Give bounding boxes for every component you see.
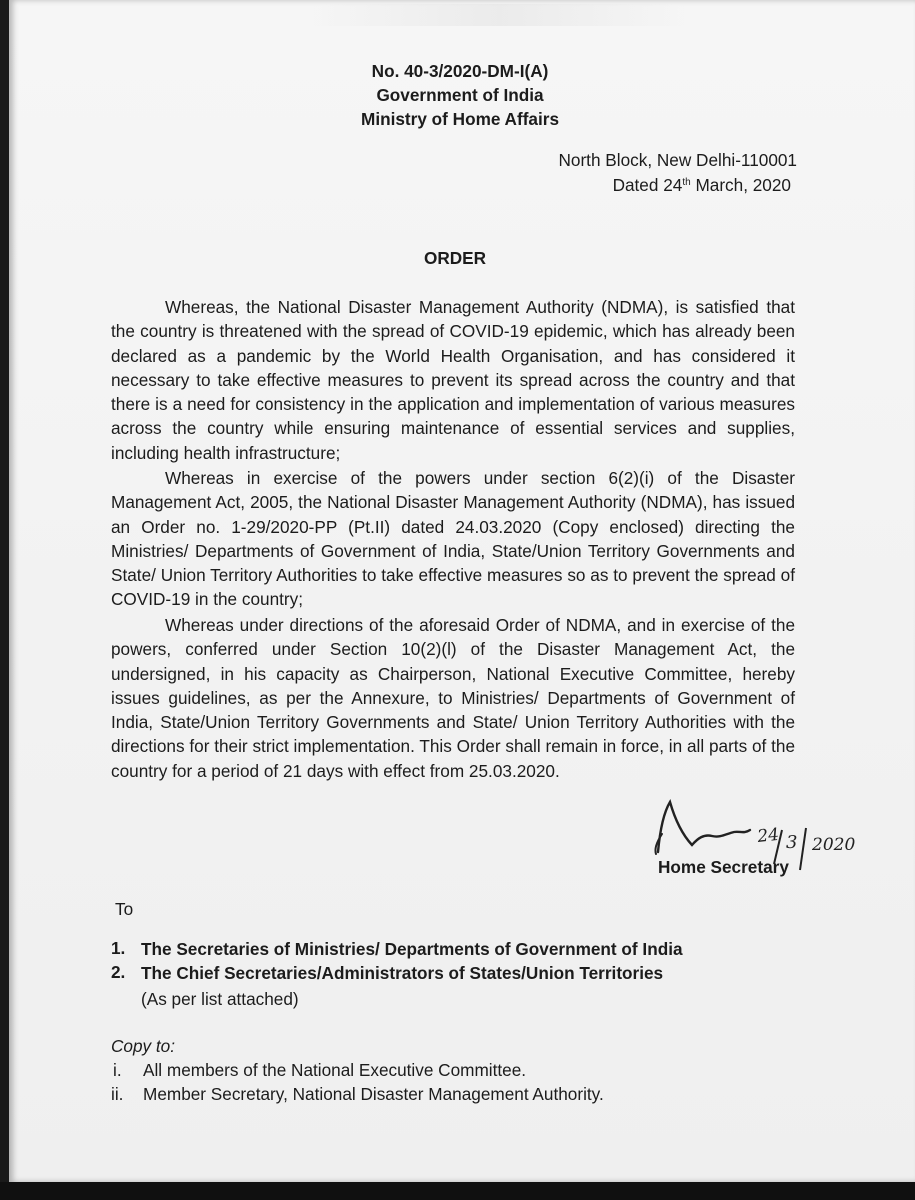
ministry-name: Ministry of Home Affairs: [361, 109, 559, 129]
paragraph-3: Whereas under directions of the aforesaid Order of NDMA, and in exercise of the powers, conferred under Section 10(2)(l) of the Disaster Management Act, the undersigned, in his capacity as Chairperson, National Executive Committee, hereby issues guidelines, as per the Annexure, to Ministries/ Departments of Government of India, State/Union Territory Governments and State/ Union Territory Authorities with the directions for their strict implementation. This Order shall remain in force, in all parts of the country for a period of 21 days with effect from 25.03.2020.: [111, 615, 795, 781]
recipient-number: 1.: [111, 938, 126, 958]
recipient-item: The Chief Secretaries/Administrators of States/Union Territories: [141, 963, 664, 983]
copy-to-item: All members of the National Executive Committee.: [143, 1060, 527, 1080]
government-name: Government of India: [376, 85, 544, 105]
copy-to-number: i.: [113, 1060, 122, 1080]
copy-to-label: Copy to:: [111, 1036, 176, 1056]
svg-text:2020: 2020: [812, 835, 856, 855]
svg-text:3: 3: [786, 832, 798, 853]
recipients-note: (As per list attached): [141, 989, 299, 1009]
order-title: ORDER: [423, 248, 487, 268]
paragraph-2: Whereas in exercise of the powers under section 6(2)(i) of the Disaster Management Act, 2005, the National Disaster Management Authority (NDMA), has issued an Order no. 1-29/2020-PP (Pt.II) dated 24.03.2020 (Copy enclosed) directing the Ministries/ Departments of Government of India, State/Union Territory Governments and State/ Union Territory Authorities to take effective measures so as to prevent the spread of COVID-19 in the country;: [111, 468, 795, 610]
order-number: No. 40-3/2020-DM-I(A): [371, 61, 549, 81]
copy-to-number: ii.: [111, 1084, 124, 1104]
bleed-through-text: [309, 4, 689, 26]
to-label: To: [115, 899, 134, 919]
paragraph-1: Whereas, the National Disaster Management Authority (NDMA), is satisfied that the country is threatened with the spread of COVID-19 epidemic, which has already been declared as a pandemic by the World Health Organisation, and has considered it necessary to take effective measures to prevent its spread across the country and that there is a need for consistency in the application and implementation of various measures across the country while ensuring maintenance of essential services and supplies, including health infrastructure;: [111, 297, 795, 463]
recipient-item: The Secretaries of Ministries/ Departments of Government of India: [141, 939, 683, 959]
copy-to-item: Member Secretary, National Disaster Management Authority.: [143, 1084, 604, 1104]
scan-border: [0, 1182, 915, 1200]
recipient-number: 2.: [111, 962, 126, 982]
date-line: Dated 24th March, 2020: [612, 175, 791, 195]
signatory-designation: Home Secretary: [658, 857, 789, 877]
address-line: North Block, New Delhi-110001: [558, 150, 797, 170]
svg-text:24: 24: [756, 824, 781, 847]
